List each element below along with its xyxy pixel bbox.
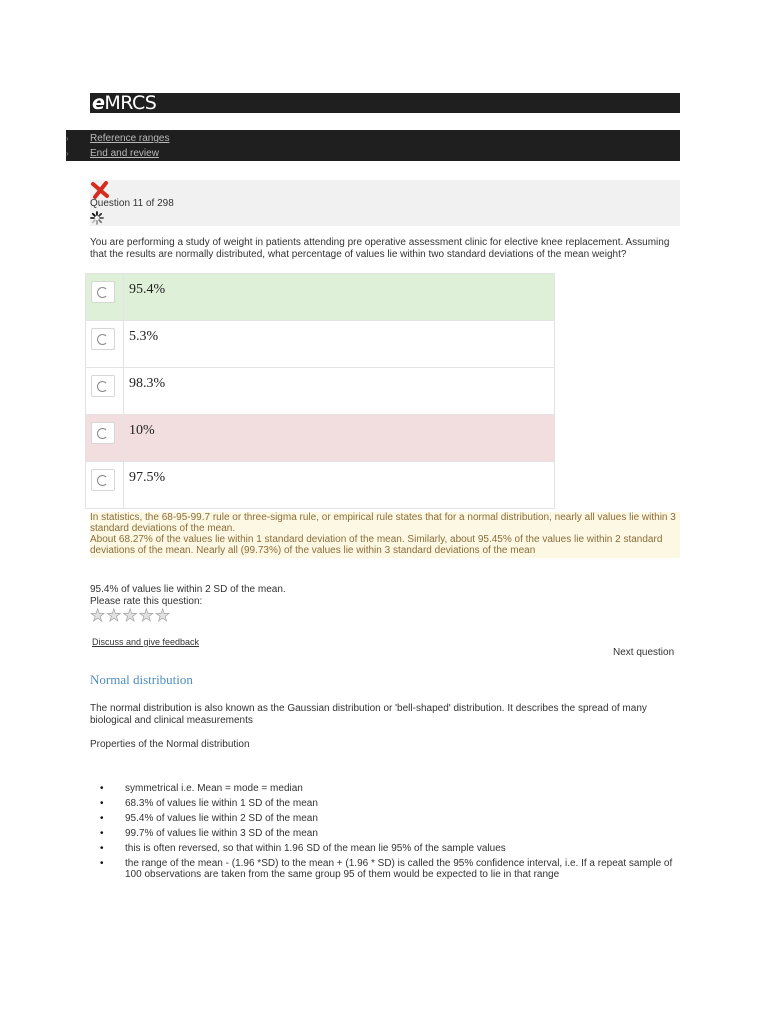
- radio-icon: [97, 381, 108, 392]
- star-rating: [90, 606, 171, 626]
- explanation-box: [90, 512, 680, 558]
- radio-cell: [86, 462, 124, 508]
- star-icon[interactable]: ★: [138, 606, 154, 625]
- next-question-link[interactable]: Next question: [613, 647, 675, 658]
- list-item: • this is often reversed, so that within 1.96 SD of the mean lie 95% of the sample values: [100, 843, 680, 854]
- answer-note: 95.4% of values lie within 2 SD of the mean.: [90, 584, 286, 595]
- radio-cell: [86, 321, 124, 367]
- answer-option[interactable]: [85, 273, 555, 320]
- rate-prompt: Please rate this question:: [90, 596, 203, 607]
- explanation-text: About 68.27% of the values lie within 1 standard deviation of the mean. Similarly, about 95.45% of the values lie within 2 standard deviations of the mean. Nearly all (99.73%) of the values lie within 3 standard deviations of the mean: [90, 534, 663, 556]
- article-intro: The normal distribution is also known as the Gaussian distribution or 'bell-shaped' distribution. It describes the spread of many biological and clinical measurements: [90, 703, 647, 726]
- logo-bar: [90, 93, 680, 113]
- answer-option[interactable]: [85, 367, 555, 414]
- radio-button[interactable]: [91, 469, 115, 491]
- radio-icon: [97, 475, 108, 486]
- radio-icon: [97, 287, 108, 298]
- list-item: • symmetrical i.e. Mean = mode = median: [100, 783, 680, 794]
- radio-icon: [97, 334, 108, 345]
- radio-cell: [86, 274, 124, 320]
- star-icon[interactable]: ★: [122, 606, 138, 625]
- radio-cell: [86, 415, 124, 461]
- question-text: You are performing a study of weight in patients attending pre operative assessment clinic for elective knee replacement. Assuming that the results are normally distributed, what percentage of values lie within two standard deviations of the mean weight?: [90, 237, 670, 260]
- radio-button[interactable]: [91, 281, 115, 303]
- list-item: • 95.4% of values lie within 2 SD of the mean: [100, 813, 680, 824]
- answer-label: 5.3%: [129, 329, 159, 344]
- radio-icon: [97, 428, 108, 439]
- loading-spinner-icon: [90, 211, 104, 225]
- nav-end-and-review-link[interactable]: End and review: [90, 148, 159, 159]
- wrong-answer-icon: [90, 180, 110, 200]
- answer-summary: [90, 584, 286, 608]
- star-icon[interactable]: ★: [155, 606, 171, 625]
- answer-label: 10%: [129, 423, 155, 438]
- nav-reference-ranges-link[interactable]: Reference ranges: [90, 133, 170, 144]
- radio-button[interactable]: [91, 422, 115, 444]
- nav-bullet-icon: ›: [66, 134, 69, 143]
- logo-prefix: e: [92, 92, 105, 114]
- discuss-feedback-link[interactable]: Discuss and give feedback: [92, 637, 200, 647]
- answer-option[interactable]: [85, 320, 555, 367]
- radio-button[interactable]: [91, 328, 115, 350]
- list-item: • 99.7% of values lie within 3 SD of the mean: [100, 828, 680, 839]
- star-icon[interactable]: ★: [90, 606, 106, 625]
- radio-button[interactable]: [91, 375, 115, 397]
- explanation-text: In statistics, the 68-95-99.7 rule or three-sigma rule, or empirical rule states that for a normal distribution, nearly all values lie within 3 standard deviations of the mean.: [90, 512, 676, 534]
- nav-bullet-icon: ›: [66, 149, 69, 158]
- answer-option[interactable]: [85, 414, 555, 461]
- answer-options: [85, 273, 555, 509]
- logo: [92, 92, 156, 114]
- question-header: [90, 180, 680, 226]
- properties-heading: Properties of the Normal distribution: [90, 739, 250, 750]
- nav-bar: [66, 130, 680, 161]
- question-counter: Question 11 of 298: [90, 198, 174, 209]
- properties-list: [100, 783, 680, 884]
- answer-option[interactable]: [85, 461, 555, 509]
- star-icon[interactable]: ★: [106, 606, 122, 625]
- list-item: • 68.3% of values lie within 1 SD of the mean: [100, 798, 680, 809]
- answer-label: 95.4%: [129, 282, 166, 297]
- answer-label: 98.3%: [129, 376, 166, 391]
- radio-cell: [86, 368, 124, 414]
- list-item: • the range of the mean - (1.96 *SD) to the mean + (1.96 * SD) is called the 95% confidence interval, i.e. If a repeat sample of 100 observations are taken from the same group 95 of them would be expected to lie in that range: [100, 858, 680, 880]
- article-title: Normal distribution: [90, 672, 193, 687]
- answer-label: 97.5%: [129, 470, 166, 485]
- logo-name: MRCS: [104, 92, 157, 114]
